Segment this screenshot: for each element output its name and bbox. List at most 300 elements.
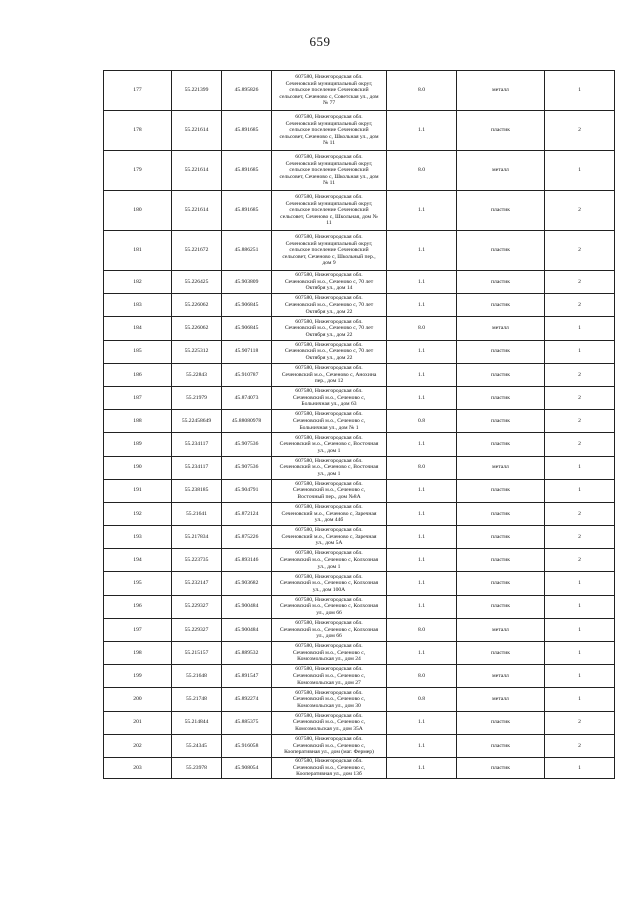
latitude-cell: 55.21979	[172, 386, 222, 409]
address-line: Кооперативная ул., дом (маг. Фермер)	[284, 749, 374, 756]
row-number: 182	[104, 271, 172, 294]
longitude-cell: 45.910787	[222, 363, 272, 386]
address-line: ул., дом 66	[316, 633, 342, 640]
address-line: Сеченовский м.о., Сеченово с, Заречная	[281, 533, 377, 540]
address-cell	[272, 595, 387, 618]
latitude-cell: 55.21748	[172, 688, 222, 711]
latitude-cell: 55.24345	[172, 734, 222, 757]
longitude-cell: 45.891547	[222, 665, 272, 688]
count-cell: 2	[545, 433, 615, 456]
address-line: 607580, Нижегородская обл.	[295, 758, 363, 765]
address-line: сельское поселение Сеченовский	[289, 167, 369, 174]
container-sites-table	[103, 70, 615, 779]
row-number: 186	[104, 363, 172, 386]
address-line: Сеченовский м.о., Сеченово с, Восточная	[279, 464, 379, 471]
latitude-cell: 55.22458649	[172, 410, 222, 433]
latitude-cell: 55.223735	[172, 549, 222, 572]
material-cell: пластик	[457, 191, 545, 231]
address-line: 607580, Нижегородская обл.	[295, 504, 363, 511]
address-cell	[272, 757, 387, 778]
address-line: 607580, Нижегородская обл.	[295, 666, 363, 673]
address-line: Сеченовский м.о., Сеченово с,	[292, 742, 366, 749]
table-row	[104, 456, 615, 479]
address-cell	[272, 231, 387, 271]
address-line: 607580, Нижегородская обл.	[295, 527, 363, 534]
area-cell: 0.8	[387, 410, 457, 433]
address-line: 607580, Нижегородская обл.	[295, 74, 363, 81]
area-cell: 1.1	[387, 191, 457, 231]
address-line: Комсомольская ул., дом 30	[297, 702, 361, 709]
longitude-cell: 45.907536	[222, 456, 272, 479]
material-cell: металл	[457, 665, 545, 688]
count-cell: 1	[545, 71, 615, 111]
table-row	[104, 757, 615, 778]
address-line: Октября ул., дом 22	[305, 308, 353, 315]
longitude-cell: 45.916058	[222, 734, 272, 757]
longitude-cell: 45.900484	[222, 595, 272, 618]
count-cell: 2	[545, 363, 615, 386]
table-row	[104, 665, 615, 688]
page-number: 659	[309, 34, 331, 49]
address-cell	[272, 151, 387, 191]
area-cell: 8.0	[387, 71, 457, 111]
address-line: ул., дом 44б	[314, 517, 344, 524]
address-line: Сеченовский м.о., Сеченово с, 70 лет	[284, 278, 374, 285]
address-line: сельсовет, Сеченово с, Школьная, дом №	[280, 213, 378, 220]
address-line: пер., дом 12	[314, 378, 344, 385]
address-line: дом 9	[322, 260, 336, 267]
table-row	[104, 340, 615, 363]
longitude-cell: 45.88080978	[222, 410, 272, 433]
material-cell: пластик	[457, 231, 545, 271]
address-line: Сеченовский м.о., Сеченово с,	[292, 394, 366, 401]
latitude-cell: 55.23978	[172, 757, 222, 778]
material-cell: пластик	[457, 734, 545, 757]
row-number: 179	[104, 151, 172, 191]
row-number: 183	[104, 294, 172, 317]
table-row	[104, 642, 615, 665]
material-cell: металл	[457, 317, 545, 340]
address-line: Сеченовский м.о., Сеченово с, Анохина	[281, 371, 377, 378]
address-line: Сеченовский м.о., Сеченово с, Колхозная	[279, 603, 379, 610]
count-cell: 2	[545, 386, 615, 409]
count-cell: 2	[545, 711, 615, 734]
address-line: Больничная ул., дом № 1	[299, 424, 359, 431]
address-line: 607580, Нижегородская обл.	[295, 434, 363, 441]
latitude-cell: 55.21641	[172, 502, 222, 525]
area-cell: 8.0	[387, 151, 457, 191]
longitude-cell: 45.908054	[222, 757, 272, 778]
address-cell	[272, 271, 387, 294]
address-line: сельсовет, Сеченово с, Школьная ул., дом	[279, 133, 379, 140]
address-line: 607580, Нижегородская обл.	[295, 114, 363, 121]
latitude-cell: 55.221614	[172, 191, 222, 231]
row-number: 194	[104, 549, 172, 572]
count-cell: 2	[545, 502, 615, 525]
table-row	[104, 595, 615, 618]
longitude-cell: 45.903682	[222, 572, 272, 595]
latitude-cell: 55.221614	[172, 111, 222, 151]
row-number: 177	[104, 71, 172, 111]
address-cell	[272, 294, 387, 317]
table-row	[104, 363, 615, 386]
longitude-cell: 45.872124	[222, 502, 272, 525]
row-number: 184	[104, 317, 172, 340]
row-number: 192	[104, 502, 172, 525]
material-cell: пластик	[457, 111, 545, 151]
table-row	[104, 386, 615, 409]
address-line: 11	[326, 220, 332, 227]
longitude-cell: 45.900484	[222, 618, 272, 641]
material-cell: металл	[457, 618, 545, 641]
count-cell: 2	[545, 294, 615, 317]
address-line: 607580, Нижегородская обл.	[295, 689, 363, 696]
material-cell: пластик	[457, 386, 545, 409]
address-line: Сеченовский м.о., Сеченово с, Заречная	[281, 510, 377, 517]
address-line: Сеченовский м.о., Сеченово с, Восточная	[279, 441, 379, 448]
address-cell	[272, 549, 387, 572]
address-line: 607580, Нижегородская обл.	[295, 596, 363, 603]
count-cell: 1	[545, 665, 615, 688]
address-line: ул., дом 1	[317, 470, 341, 477]
address-line: 607580, Нижегородская обл.	[295, 550, 363, 557]
count-cell: 1	[545, 317, 615, 340]
address-line: № 77	[322, 100, 336, 107]
address-line: ул., дом 1	[317, 563, 341, 570]
longitude-cell: 45.886251	[222, 231, 272, 271]
latitude-cell: 55.226062	[172, 317, 222, 340]
address-line: Комсомольская ул., дом 27	[297, 679, 361, 686]
material-cell: пластик	[457, 502, 545, 525]
material-cell: пластик	[457, 572, 545, 595]
address-line: сельсовет, Сеченово с, Школьный пер.,	[282, 253, 376, 260]
row-number: 180	[104, 191, 172, 231]
latitude-cell: 55.215157	[172, 642, 222, 665]
address-line: ул., дом 1	[317, 447, 341, 454]
count-cell: 1	[545, 642, 615, 665]
material-cell: пластик	[457, 433, 545, 456]
area-cell: 1.1	[387, 711, 457, 734]
table-row	[104, 526, 615, 549]
count-cell: 2	[545, 549, 615, 572]
material-cell: пластик	[457, 595, 545, 618]
address-line: Сеченовский м.о., Сеченово с, Колхозная	[279, 626, 379, 633]
count-cell: 1	[545, 151, 615, 191]
material-cell: пластик	[457, 549, 545, 572]
table-row	[104, 734, 615, 757]
material-cell: пластик	[457, 410, 545, 433]
count-cell: 1	[545, 572, 615, 595]
address-cell	[272, 410, 387, 433]
address-line: Сеченовский м.о., Сеченово с,	[292, 764, 366, 771]
area-cell: 1.1	[387, 572, 457, 595]
address-cell	[272, 526, 387, 549]
address-line: 607580, Нижегородская обл.	[295, 735, 363, 742]
area-cell: 1.1	[387, 111, 457, 151]
latitude-cell: 55.234117	[172, 433, 222, 456]
address-line: Сеченовский м.о., Сеченово с,	[292, 487, 366, 494]
table-row	[104, 271, 615, 294]
latitude-cell: 55.232147	[172, 572, 222, 595]
material-cell: пластик	[457, 642, 545, 665]
longitude-cell: 45.891685	[222, 151, 272, 191]
address-line: 607580, Нижегородская обл.	[295, 234, 363, 241]
area-cell: 1.1	[387, 595, 457, 618]
address-line: Сеченовский м.о., Сеченово с,	[292, 417, 366, 424]
longitude-cell: 45.904791	[222, 479, 272, 502]
address-cell	[272, 479, 387, 502]
address-cell	[272, 433, 387, 456]
address-cell	[272, 502, 387, 525]
area-cell: 1.1	[387, 757, 457, 778]
count-cell: 1	[545, 456, 615, 479]
longitude-cell: 45.874073	[222, 386, 272, 409]
longitude-cell: 45.891685	[222, 111, 272, 151]
address-line: 607580, Нижегородская обл.	[295, 194, 363, 201]
address-line: 607580, Нижегородская обл.	[295, 573, 363, 580]
latitude-cell: 55.234117	[172, 456, 222, 479]
address-line: 607580, Нижегородская обл.	[295, 388, 363, 395]
address-cell	[272, 711, 387, 734]
table-row	[104, 71, 615, 111]
address-line: Сеченовский м.о., Сеченово с,	[292, 719, 366, 726]
address-line: Сеченовский м.о., Сеченово с, Колхозная	[279, 580, 379, 587]
row-number: 188	[104, 410, 172, 433]
address-cell	[272, 191, 387, 231]
area-cell: 8.0	[387, 456, 457, 479]
address-line: Сеченовский муниципальный округ,	[285, 80, 373, 87]
row-number: 181	[104, 231, 172, 271]
latitude-cell: 55.214844	[172, 711, 222, 734]
latitude-cell: 55.229327	[172, 618, 222, 641]
table-row	[104, 479, 615, 502]
material-cell: металл	[457, 456, 545, 479]
address-cell	[272, 618, 387, 641]
address-line: ул., дом 66	[316, 610, 342, 617]
address-line: сельское поселение Сеченовский	[289, 207, 369, 214]
row-number: 199	[104, 665, 172, 688]
latitude-cell: 55.226425	[172, 271, 222, 294]
material-cell: пластик	[457, 294, 545, 317]
table-body	[104, 71, 615, 779]
table-row	[104, 433, 615, 456]
area-cell: 1.1	[387, 363, 457, 386]
address-cell	[272, 340, 387, 363]
address-cell	[272, 734, 387, 757]
count-cell: 1	[545, 688, 615, 711]
count-cell: 2	[545, 191, 615, 231]
row-number: 202	[104, 734, 172, 757]
address-line: 607580, Нижегородская обл.	[295, 318, 363, 325]
address-line: 607580, Нижегородская обл.	[295, 341, 363, 348]
material-cell: металл	[457, 71, 545, 111]
count-cell: 2	[545, 526, 615, 549]
count-cell: 1	[545, 618, 615, 641]
table-row	[104, 410, 615, 433]
count-cell: 2	[545, 271, 615, 294]
area-cell: 1.1	[387, 386, 457, 409]
count-cell: 1	[545, 479, 615, 502]
table-row	[104, 111, 615, 151]
address-line: сельское поселение Сеченовский	[289, 247, 369, 254]
count-cell: 1	[545, 595, 615, 618]
area-cell: 8.0	[387, 665, 457, 688]
material-cell: пластик	[457, 757, 545, 778]
table-row	[104, 688, 615, 711]
area-cell: 1.1	[387, 271, 457, 294]
longitude-cell: 45.906845	[222, 317, 272, 340]
area-cell: 1.1	[387, 294, 457, 317]
material-cell: металл	[457, 688, 545, 711]
area-cell: 1.1	[387, 433, 457, 456]
table-row	[104, 231, 615, 271]
address-line: 607580, Нижегородская обл.	[295, 712, 363, 719]
address-line: 607580, Нижегородская обл.	[295, 643, 363, 650]
latitude-cell: 55.221672	[172, 231, 222, 271]
address-line: Сеченовский м.о., Сеченово с, 70 лет	[284, 301, 374, 308]
table-row	[104, 618, 615, 641]
address-cell	[272, 317, 387, 340]
material-cell: пластик	[457, 479, 545, 502]
address-cell	[272, 642, 387, 665]
row-number: 178	[104, 111, 172, 151]
area-cell: 1.1	[387, 642, 457, 665]
address-line: Сеченовский м.о., Сеченово с,	[292, 696, 366, 703]
latitude-cell: 55.21648	[172, 665, 222, 688]
area-cell: 0.8	[387, 688, 457, 711]
area-cell: 8.0	[387, 317, 457, 340]
material-cell: пластик	[457, 340, 545, 363]
address-line: сельское поселение Сеченовский	[289, 127, 369, 134]
address-line: Сеченовский м.о., Сеченово с, 70 лет	[284, 348, 374, 355]
address-line: Кооперативная ул., дом 13б	[296, 771, 362, 778]
area-cell: 1.1	[387, 549, 457, 572]
table-row	[104, 549, 615, 572]
longitude-cell: 45.875226	[222, 526, 272, 549]
table-row	[104, 711, 615, 734]
table-row	[104, 191, 615, 231]
area-cell: 8.0	[387, 618, 457, 641]
latitude-cell: 55.22843	[172, 363, 222, 386]
address-line: Комсомольская ул., дом 24	[297, 656, 361, 663]
longitude-cell: 45.893146	[222, 549, 272, 572]
longitude-cell: 45.892274	[222, 688, 272, 711]
row-number: 189	[104, 433, 172, 456]
address-line: Сеченовский м.о., Сеченово с, Колхозная	[279, 557, 379, 564]
latitude-cell: 55.217834	[172, 526, 222, 549]
table-row	[104, 317, 615, 340]
row-number: 193	[104, 526, 172, 549]
address-cell	[272, 688, 387, 711]
address-line: 607580, Нижегородская обл.	[295, 480, 363, 487]
longitude-cell: 45.903809	[222, 271, 272, 294]
material-cell: пластик	[457, 363, 545, 386]
address-line: Сеченовский м.о., Сеченово с,	[292, 672, 366, 679]
address-line: сельсовет, Сеченово с, Советская ул., дом	[279, 93, 379, 100]
address-line: № 11	[322, 140, 336, 147]
row-number: 187	[104, 386, 172, 409]
address-cell	[272, 572, 387, 595]
address-line: Сеченовский м.о., Сеченово с, 70 лет	[284, 325, 374, 332]
address-line: ул., дом 5А	[315, 540, 343, 547]
address-cell	[272, 111, 387, 151]
count-cell: 1	[545, 340, 615, 363]
row-number: 197	[104, 618, 172, 641]
longitude-cell: 45.907118	[222, 340, 272, 363]
row-number: 185	[104, 340, 172, 363]
address-line: 607580, Нижегородская обл.	[295, 364, 363, 371]
address-cell	[272, 665, 387, 688]
address-line: 607580, Нижегородская обл.	[295, 154, 363, 161]
address-line: Октября ул., дом 22	[305, 331, 353, 338]
area-cell: 1.1	[387, 479, 457, 502]
count-cell: 2	[545, 734, 615, 757]
material-cell: пластик	[457, 271, 545, 294]
latitude-cell: 55.221399	[172, 71, 222, 111]
address-line: Сеченовский муниципальный округ,	[285, 160, 373, 167]
row-number: 201	[104, 711, 172, 734]
row-number: 198	[104, 642, 172, 665]
table-row	[104, 502, 615, 525]
row-number: 203	[104, 757, 172, 778]
longitude-cell: 45.906845	[222, 294, 272, 317]
latitude-cell: 55.225312	[172, 340, 222, 363]
area-cell: 1.1	[387, 526, 457, 549]
address-line: Комсомольская ул., дом 35А	[295, 725, 363, 732]
count-cell: 1	[545, 757, 615, 778]
material-cell: пластик	[457, 526, 545, 549]
longitude-cell: 45.891685	[222, 191, 272, 231]
address-line: сельсовет, Сеченово с, Школьная ул., дом	[279, 173, 379, 180]
row-number: 200	[104, 688, 172, 711]
address-line: Больничная ул., дом 63	[301, 401, 357, 408]
table-row	[104, 151, 615, 191]
address-cell	[272, 386, 387, 409]
address-line: 607580, Нижегородская обл.	[295, 620, 363, 627]
count-cell: 2	[545, 111, 615, 151]
row-number: 190	[104, 456, 172, 479]
longitude-cell: 45.895826	[222, 71, 272, 111]
longitude-cell: 45.907536	[222, 433, 272, 456]
material-cell: металл	[457, 151, 545, 191]
address-line: 607580, Нижегородская обл.	[295, 295, 363, 302]
material-cell: пластик	[457, 711, 545, 734]
area-cell: 1.1	[387, 502, 457, 525]
longitude-cell: 45.889532	[222, 642, 272, 665]
table-row	[104, 572, 615, 595]
table-row	[104, 294, 615, 317]
address-line: Сеченовский муниципальный округ,	[285, 240, 373, 247]
address-line: № 11	[322, 180, 336, 187]
address-cell	[272, 456, 387, 479]
address-line: Сеченовский муниципальный округ,	[285, 200, 373, 207]
address-line: сельское поселение Сеченовский	[289, 87, 369, 94]
row-number: 196	[104, 595, 172, 618]
row-number: 191	[104, 479, 172, 502]
address-cell	[272, 363, 387, 386]
address-line: Сеченовский м.о., Сеченово с,	[292, 649, 366, 656]
latitude-cell: 55.226062	[172, 294, 222, 317]
area-cell: 1.1	[387, 734, 457, 757]
area-cell: 1.1	[387, 340, 457, 363]
latitude-cell: 55.229327	[172, 595, 222, 618]
address-line: Октября ул., дом 22	[305, 354, 353, 361]
address-line: Восточный пер., дом №8А	[297, 494, 361, 501]
row-number: 195	[104, 572, 172, 595]
address-line: 607580, Нижегородская обл.	[295, 272, 363, 279]
address-line: 607580, Нижегородская обл.	[295, 411, 363, 418]
latitude-cell: 55.221614	[172, 151, 222, 191]
